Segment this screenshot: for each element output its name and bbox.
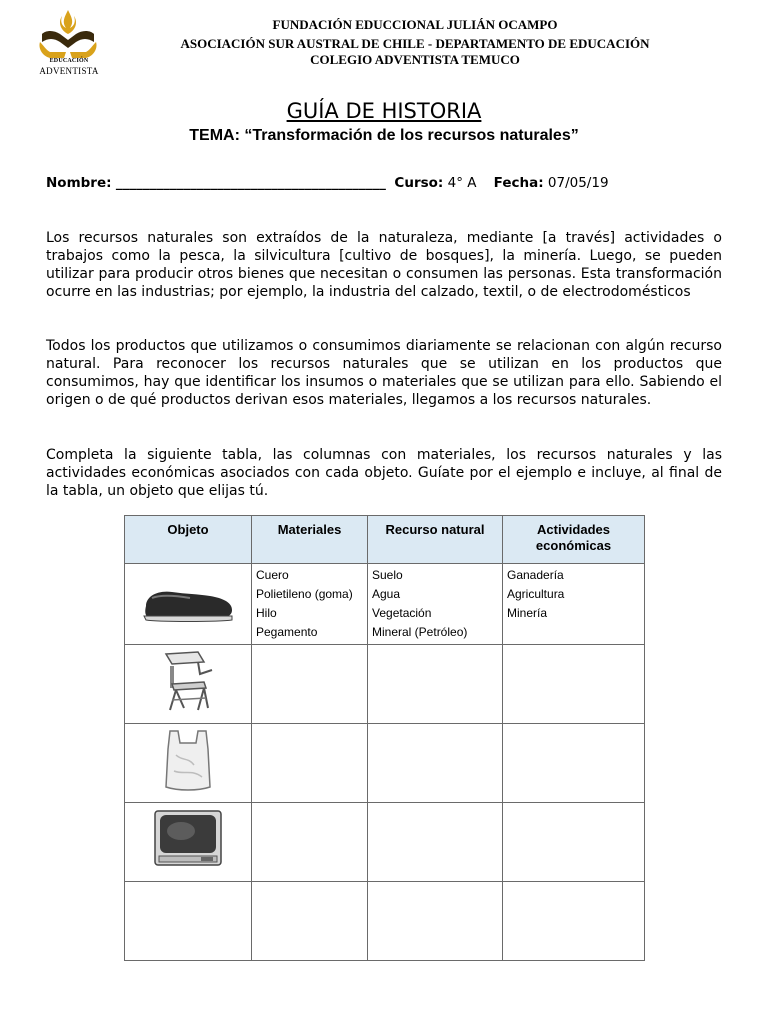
page-subtitle: TEMA: “Transformación de los recursos naturales” — [189, 127, 579, 144]
television-icon — [151, 807, 225, 871]
recurso-natural-cell[interactable] — [368, 724, 503, 803]
materiales-cell[interactable] — [252, 564, 368, 645]
student-info-line — [46, 175, 609, 191]
list-item: Cuero — [256, 568, 289, 582]
object-cell-blank[interactable] — [125, 882, 252, 961]
actividades-cell[interactable] — [503, 564, 645, 645]
paragraph-3: Completa la siguiente tabla, las columnas con materiales, los recursos naturales y las actividades económicas asociados con cada objeto. Guíate por el ejemplo e incluye, al final de la tabla, un objeto que elijas tú. — [46, 447, 722, 499]
paragraph-2: Todos los productos que utilizamos o consumimos diariamente se relacionan con algún recurso natural. Para reconocer los recursos naturales que se utilizan en los productos que consumimos, hay que identificar los insumos o materiales que se utilizan para ello. Sabiendo el origen o de qué productos derivan esos materiales, llegamos a los recursos naturales. — [46, 338, 722, 408]
plastic-bag-icon — [162, 727, 214, 793]
materiales-cell[interactable] — [252, 724, 368, 803]
recurso-natural-cell[interactable] — [368, 564, 503, 645]
header-association: ASOCIACIÓN SUR AUSTRAL DE CHILE - DEPARTAMENTO DE EDUCACIÓN — [180, 36, 650, 51]
actividades-cell[interactable] — [503, 882, 645, 961]
curso-value: 4° A — [447, 175, 477, 191]
header-foundation: FUNDACIÓN EDUCCIONAL JULIÁN OCAMPO — [272, 17, 558, 32]
actividades-cell[interactable] — [503, 645, 645, 724]
table-row — [125, 645, 645, 724]
curso-label: Curso: — [394, 175, 444, 191]
paragraph-1: Los recursos naturales son extraídos de la naturaleza, mediante [a través] actividades o trabajos como la pesca, la silvicultura [cultivo de bosques], la minería. Luego, se pueden utilizar para producir otros bienes que necesitan o consumen las personas. Esta transformación ocurre en las industrias; por ejemplo, la industria del calzado, textil, o de electrodomésticos — [46, 230, 722, 300]
object-cell — [125, 564, 252, 645]
header-actividades-economicas: Actividades económicas — [503, 516, 645, 564]
header-school: COLEGIO ADVENTISTA TEMUCO — [310, 52, 520, 67]
materiales-cell[interactable] — [252, 803, 368, 882]
list-item: Suelo — [372, 568, 403, 582]
fecha-value: 07/05/19 — [547, 175, 609, 191]
recurso-natural-cell[interactable] — [368, 882, 503, 961]
list-item: Vegetación — [372, 606, 432, 620]
list-item: Hilo — [256, 606, 277, 620]
header-materiales: Materiales — [252, 516, 368, 564]
table-row — [125, 803, 645, 882]
logo-caption-educacion: EDUCACIÓN — [49, 58, 89, 64]
list-item: Agricultura — [507, 587, 565, 601]
list-item: Agua — [372, 587, 401, 601]
actividades-cell[interactable] — [503, 724, 645, 803]
logo-caption-adventista: ADVENTISTA — [39, 66, 99, 76]
objects-table — [124, 515, 645, 961]
object-cell — [125, 724, 252, 803]
shoe-icon — [138, 576, 238, 626]
fecha-label: Fecha: — [493, 175, 544, 191]
header-recurso-natural: Recurso natural — [368, 516, 503, 564]
list-item: Mineral (Petróleo) — [372, 625, 468, 639]
nombre-blank[interactable]: ________________________________________ — [115, 175, 386, 191]
object-cell — [125, 645, 252, 724]
list-item: Pegamento — [256, 625, 318, 639]
table-row — [125, 882, 645, 961]
list-item: Minería — [507, 606, 548, 620]
table-row — [125, 564, 645, 645]
nombre-label: Nombre: — [46, 175, 112, 191]
list-item: Polietileno (goma) — [256, 587, 353, 601]
list-item: Ganadería — [507, 568, 564, 582]
page-title: GUÍA DE HISTORIA — [286, 99, 482, 123]
actividades-cell[interactable] — [503, 803, 645, 882]
school-desk-chair-icon — [158, 648, 218, 714]
table-row — [125, 724, 645, 803]
recurso-natural-cell[interactable] — [368, 803, 503, 882]
recurso-natural-cell[interactable] — [368, 645, 503, 724]
materiales-cell[interactable] — [252, 645, 368, 724]
materiales-cell[interactable] — [252, 882, 368, 961]
header-objeto: Objeto — [125, 516, 252, 564]
object-cell — [125, 803, 252, 882]
